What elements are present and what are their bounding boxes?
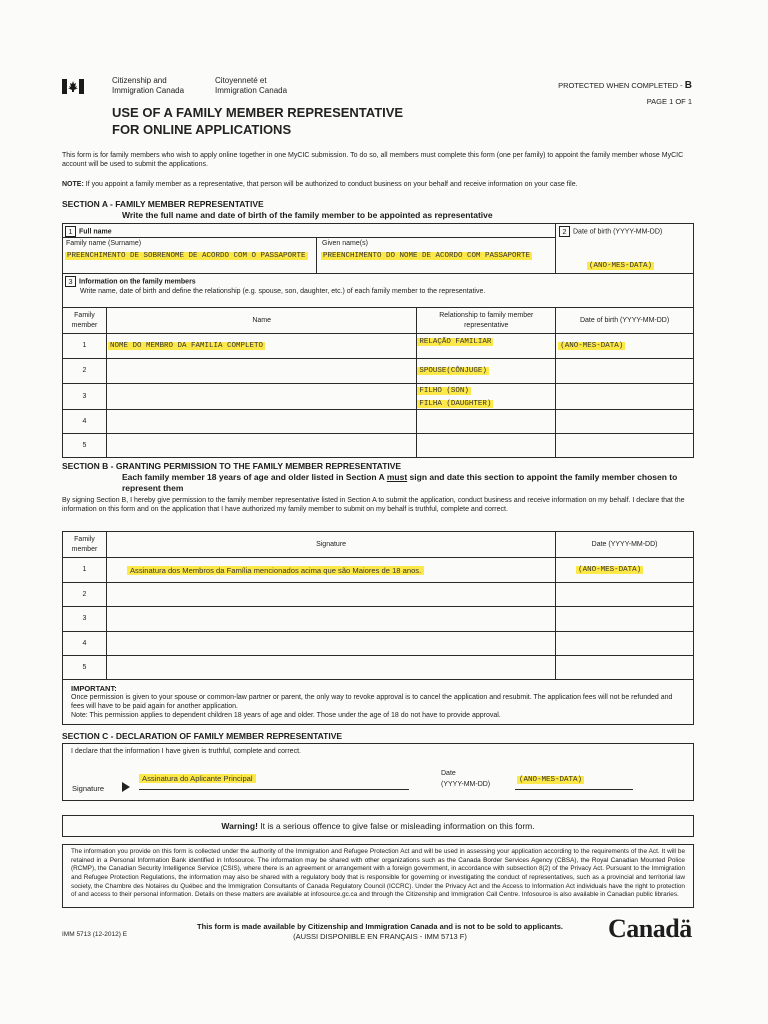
signature-field[interactable] bbox=[106, 583, 555, 607]
signature-field[interactable] bbox=[106, 656, 555, 680]
section-a-subheading: Write the full name and date of birth of the family member to be appointed as representative bbox=[122, 210, 493, 220]
section-c-box: I declare that the information I have given is truthful, complete and correct. Signature Assinatura do Aplicante Principal Date (YYYY-MM-DD) (ANO-MES-DATA) bbox=[62, 743, 694, 801]
section-b-declaration: By signing Section B, I hereby give permission to the family member representative listed in Section A to submit the application, conduct business and receive information on my behalf. I declare that the information on this form and on the application that I have authorized my family member to submit on my behalf is truthful, complete and correct. bbox=[62, 497, 685, 514]
member-name-field[interactable] bbox=[106, 384, 416, 410]
department-name-fr: Citoyenneté et Immigration Canada bbox=[215, 76, 288, 96]
col-dob: Date of birth (YYYY-MM-DD) bbox=[556, 308, 694, 334]
family-name-field[interactable]: Family name (Surname) PREENCHIMENTO DE SOBRENOME DE ACORDO COM O PASSAPORTE bbox=[63, 237, 317, 273]
table-row: 4 bbox=[63, 632, 694, 656]
relationship-field[interactable]: SPOUSE(CÔNJUGE) bbox=[417, 359, 556, 384]
table-row: 1 Assinatura dos Membros da Família mencionados acima que são Maiores de 18 anos. (ANO-MES-DATA) bbox=[63, 558, 694, 583]
col-family-member: Family member bbox=[63, 532, 107, 558]
signature-date-field[interactable] bbox=[556, 656, 694, 680]
signature-date-field[interactable] bbox=[556, 632, 694, 656]
table-row: 1 NOME DO MEMBRO DA FAMILIA COMPLETO RELAÇÃO FAMILIAR (ANO-MES-DATA) bbox=[63, 334, 694, 359]
applicant-signature-field[interactable]: Assinatura do Aplicante Principal bbox=[139, 774, 409, 790]
col-date: Date (YYYY-MM-DD) bbox=[556, 532, 694, 558]
protection-label: PROTECTED WHEN COMPLETED - B bbox=[558, 80, 692, 91]
table-row: 3 FILHO (SON) FILHA (DAUGHTER) bbox=[63, 384, 694, 410]
form-title: USE OF A FAMILY MEMBER REPRESENTATIVE FOR ONLINE APPLICATIONS bbox=[112, 105, 404, 137]
family-info-header: 3 Information on the family members Write name, date of birth and define the relationship (e.g. spouse, son, daughter, etc.) of each family member to the representative. bbox=[62, 273, 694, 307]
col-family-member: Family member bbox=[63, 308, 107, 334]
section-b-subheading: Each family member 18 years of age and older listed in Section A must sign and date this section to appoint the family member chosen to represent them bbox=[122, 472, 678, 493]
full-name-box: 1 Full name Family name (Surname) PREENCHIMENTO DE SOBRENOME DE ACORDO COM O PASSAPORTE Given name(s) PREENCHIMENTO DO NOME DE ACORDO COM PASSAPORTE 2 Date of birth (YYYY-MM-DD) (ANO-MES-DATA) bbox=[62, 223, 694, 274]
signature-date-field[interactable]: (ANO-MES-DATA) bbox=[556, 558, 694, 583]
signature-label: Signature bbox=[72, 784, 105, 793]
table-row: 2 SPOUSE(CÔNJUGE) bbox=[63, 359, 694, 384]
relationship-field[interactable]: FILHO (SON) FILHA (DAUGHTER) bbox=[417, 384, 556, 410]
table-row: 2 bbox=[63, 583, 694, 607]
relationship-field[interactable] bbox=[417, 434, 556, 458]
signature-field[interactable]: Assinatura dos Membros da Família mencionados acima que são Maiores de 18 anos. bbox=[106, 558, 555, 583]
given-name-field[interactable]: Given name(s) PREENCHIMENTO DO NOME DE ACORDO COM PASSAPORTE bbox=[322, 240, 531, 260]
member-dob-field[interactable] bbox=[556, 434, 694, 458]
canada-wordmark: Canadä bbox=[608, 914, 692, 943]
dob-field[interactable]: 2 Date of birth (YYYY-MM-DD) (ANO-MES-DATA) bbox=[557, 224, 693, 273]
signature-date-field[interactable] bbox=[556, 607, 694, 632]
table-row: 3 bbox=[63, 607, 694, 632]
member-name-field[interactable] bbox=[106, 434, 416, 458]
section-b-heading: SECTION B - GRANTING PERMISSION TO THE FAMILY MEMBER REPRESENTATIVE bbox=[62, 461, 402, 471]
applicant-date-field[interactable]: (ANO-MES-DATA) bbox=[515, 774, 633, 790]
form-id: IMM 5713 (12-2012) E bbox=[62, 931, 128, 938]
intro-text: This form is for family members who wish to apply online together in one MyCIC submission. To do so, all members must complete this form (one per family) to appoint the family member whose MyCIC account will be used to submit the applications. bbox=[62, 152, 684, 169]
arrow-right-icon bbox=[122, 782, 130, 792]
department-name-en: Citizenship and Immigration Canada bbox=[112, 76, 185, 96]
relationship-field[interactable]: RELAÇÃO FAMILIAR bbox=[417, 334, 556, 359]
important-box: IMPORTANT: Once permission is given to your spouse or common-law partner or parent, the only way to revoke approval is to cancel the application and resubmit. The application fees will not be refunded and fees will have to be paid again for another application. Note: This permission applies to dependent children 18 years of age and older. Those under the age of 18 do not have to provide approval. bbox=[62, 680, 694, 725]
relationship-field[interactable] bbox=[417, 410, 556, 434]
privacy-notice: The information you provide on this form is collected under the authority of the Immigration and Refugee Protection Act and will be used in assessing your application according to the requirements of the Act. It will be retained in a Personal Information Bank identified in Infosource. The information may be shared with other organizations such as the Canada Border Services Agency (CBSA), the Royal Canadian Mounted Police (RCMP), the Canadian Security Intelligence Service (CSIS), where there is an agreement or arrangement with a foreign government, in accordance with subsection 8(2) of the Privacy Act. Pursuant to the Immigration and Refugee Protection Regulations, the information may also be shared with a regulatory body that is responsible for governing or investigating the conduct of representatives, such as a provincial and territorial law society, the Chambre des Notaires du Québec and the Immigration Consultants of Canada Regulatory Council (ICCRC). Under the Privacy Act and the Access to Information Act individuals have the right to protection of and access to their personal information. Details on these matters are available at infosource.gc.ca and through the Citizenship and Immigration Call Centre. Infosource is also available in Canadian public libraries. bbox=[62, 844, 694, 908]
member-dob-field[interactable] bbox=[556, 359, 694, 384]
member-name-field[interactable] bbox=[106, 410, 416, 434]
member-dob-field[interactable] bbox=[556, 410, 694, 434]
col-name: Name bbox=[106, 308, 416, 334]
col-relationship: Relationship to family member representative bbox=[417, 308, 556, 334]
footer-notice: This form is made available by Citizenship and Immigration Canada and is not to be sold to applicants. bbox=[197, 922, 563, 931]
canada-flag-icon bbox=[62, 79, 84, 94]
table-row: 5 bbox=[63, 656, 694, 680]
page-number: PAGE 1 OF 1 bbox=[646, 97, 692, 106]
member-dob-field[interactable] bbox=[556, 384, 694, 410]
col-signature: Signature bbox=[106, 532, 555, 558]
member-dob-field[interactable]: (ANO-MES-DATA) bbox=[556, 334, 694, 359]
warning-banner: Warning! It is a serious offence to give false or misleading information on this form. bbox=[62, 815, 694, 837]
family-members-table bbox=[62, 307, 694, 458]
footer-french-notice: (AUSSI DISPONIBLE EN FRANÇAIS - IMM 5713 F) bbox=[293, 932, 467, 941]
table-row: 5 bbox=[63, 434, 694, 458]
signature-field[interactable] bbox=[106, 607, 555, 632]
intro-note: NOTE: If you appoint a family member as a representative, that person will be authorized to conduct business on your behalf and receive information on your case file. bbox=[62, 181, 578, 188]
table-row: 4 bbox=[63, 410, 694, 434]
signatures-table bbox=[62, 531, 694, 680]
member-name-field[interactable]: NOME DO MEMBRO DA FAMILIA COMPLETO bbox=[106, 334, 416, 359]
signature-field[interactable] bbox=[106, 632, 555, 656]
signature-date-field[interactable] bbox=[556, 583, 694, 607]
member-name-field[interactable] bbox=[106, 359, 416, 384]
section-a-heading: SECTION A - FAMILY MEMBER REPRESENTATIVE bbox=[62, 199, 264, 209]
section-c-heading: SECTION C - DECLARATION OF FAMILY MEMBER REPRESENTATIVE bbox=[62, 731, 343, 741]
